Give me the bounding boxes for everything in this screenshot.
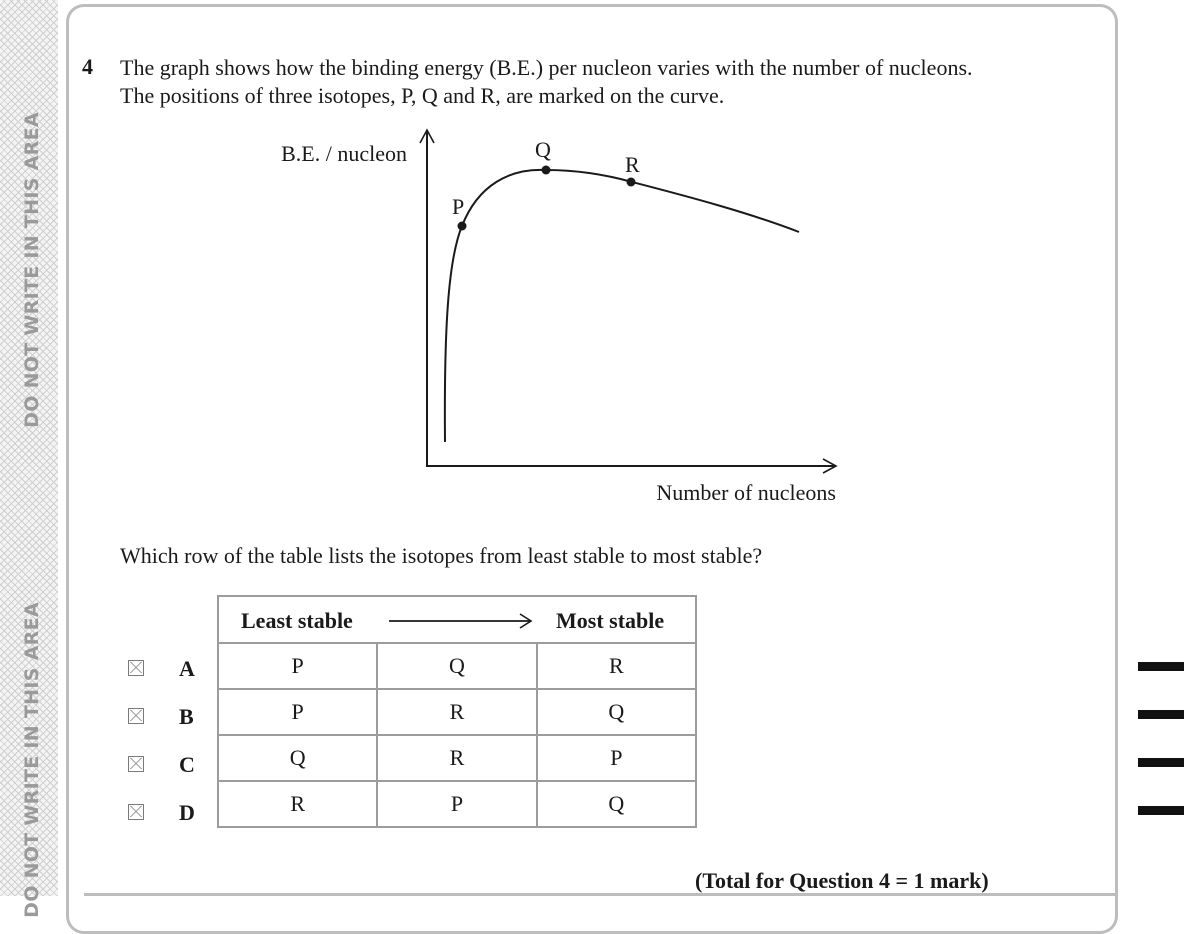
table-row: [218, 689, 696, 735]
table-cell: P: [218, 689, 377, 735]
x-axis-label: Number of nucleons: [656, 480, 836, 505]
question-prompt: Which row of the table lists the isotopes from least stable to most stable?: [120, 543, 763, 568]
table-row: [218, 781, 696, 827]
option-d-checkbox[interactable]: [128, 804, 144, 820]
table-cell: Q: [218, 735, 377, 781]
margin-warning-top: DO NOT WRITE IN THIS AREA: [21, 112, 43, 428]
header-least-stable: Least stable: [241, 608, 353, 633]
point-q-marker: [542, 166, 551, 175]
table-cell: R: [377, 689, 536, 735]
table-cell: P: [218, 643, 377, 689]
table-row: [218, 643, 696, 689]
option-c-letter: C: [179, 752, 195, 777]
margin-warning-bottom: DO NOT WRITE IN THIS AREA: [21, 602, 43, 918]
point-p-marker: [458, 222, 467, 231]
table-cell: Q: [377, 643, 536, 689]
registration-mark: [1138, 806, 1184, 815]
option-a-letter: A: [179, 656, 195, 681]
point-r-marker: [627, 178, 636, 187]
y-axis-label: B.E. / nucleon: [281, 141, 407, 166]
table-cell: Q: [537, 781, 696, 827]
table-cell: P: [377, 781, 536, 827]
registration-mark: [1138, 662, 1184, 671]
header-most-stable: Most stable: [556, 608, 665, 633]
option-a-checkbox[interactable]: [128, 660, 144, 676]
point-p-label: P: [452, 194, 465, 219]
question-total: (Total for Question 4 = 1 mark): [695, 868, 989, 893]
table-cell: R: [537, 643, 696, 689]
option-d-letter: D: [179, 800, 195, 825]
option-b-letter: B: [179, 704, 194, 729]
question-number: 4: [82, 54, 93, 79]
registration-mark: [1138, 710, 1184, 719]
option-b-checkbox[interactable]: [128, 708, 144, 724]
header-arrow: [387, 611, 537, 631]
table-row: [218, 735, 696, 781]
point-r-label: R: [625, 152, 640, 177]
table-cell: P: [537, 735, 696, 781]
option-c-checkbox[interactable]: [128, 756, 144, 772]
table-cell: R: [218, 781, 377, 827]
table-cell: Q: [537, 689, 696, 735]
binding-energy-curve: [445, 170, 799, 442]
question-text: The graph shows how the binding energy (B.E.) per nucleon varies with the number of nucleons. The positions of three isotopes, P, Q and R, are marked on the curve.: [120, 55, 973, 108]
table-cell: R: [377, 735, 536, 781]
point-q-label: Q: [535, 137, 551, 162]
table-header-row: [218, 596, 696, 643]
table-header: [218, 596, 696, 643]
answer-table: [217, 595, 697, 828]
registration-mark: [1138, 758, 1184, 767]
